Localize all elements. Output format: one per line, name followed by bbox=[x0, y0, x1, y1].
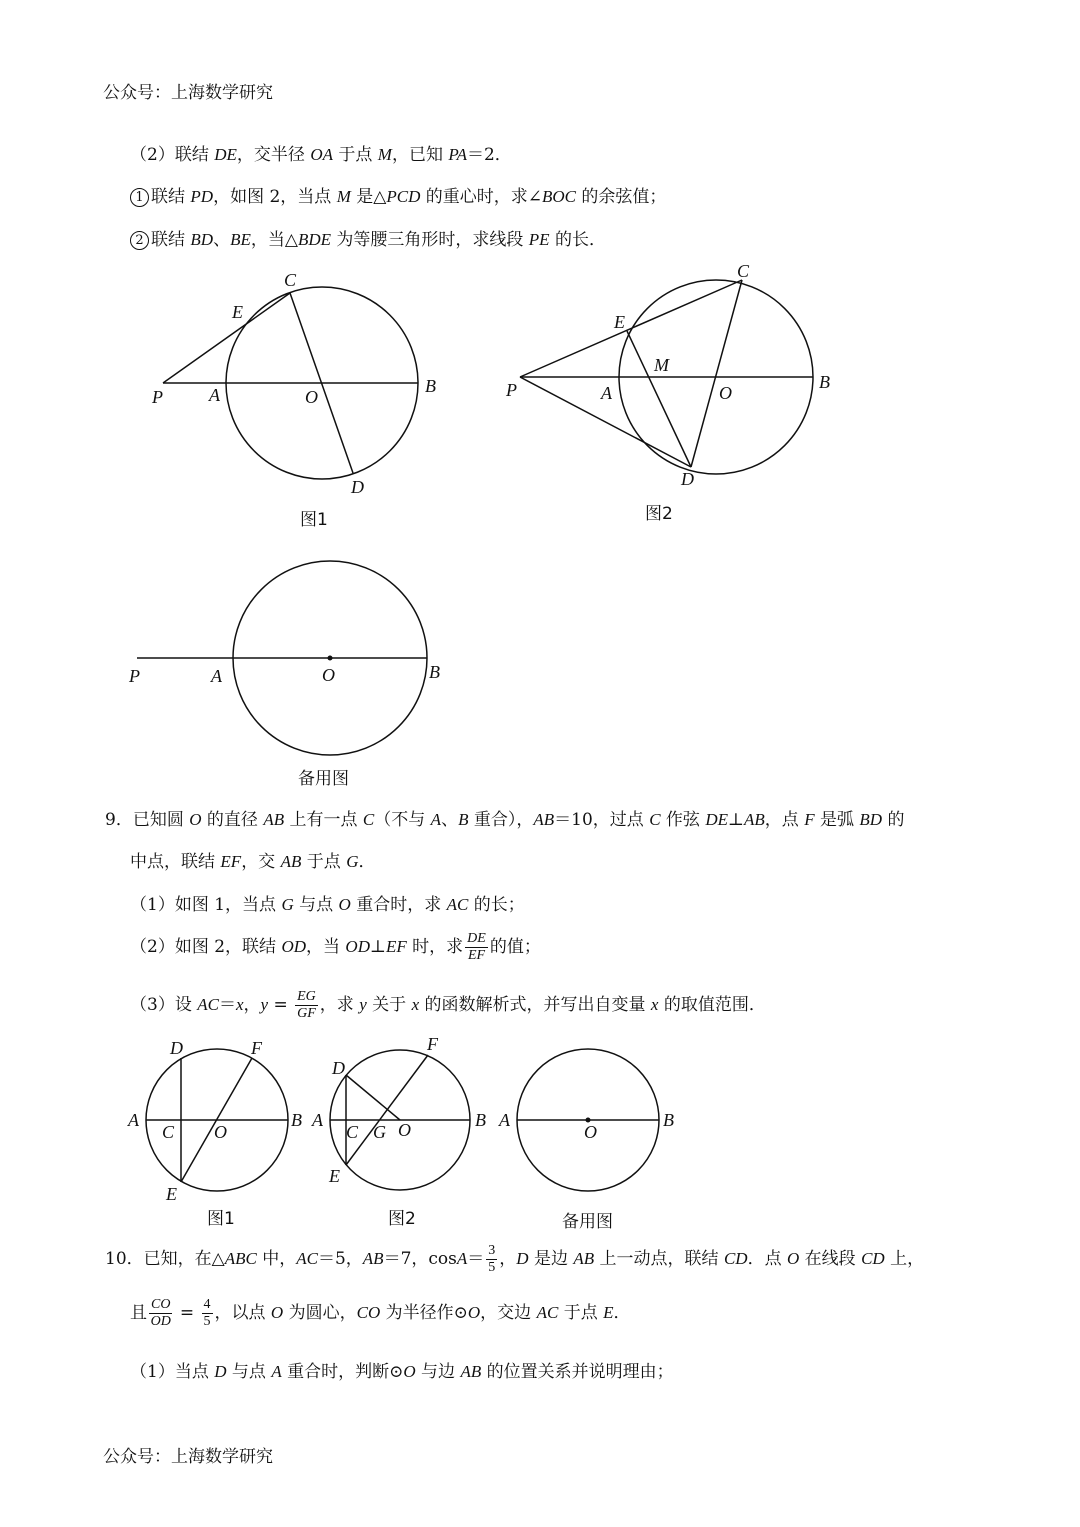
math-variable: D bbox=[214, 1362, 227, 1381]
math-variable: EF bbox=[385, 937, 407, 956]
q8-fig2-label-a: A bbox=[601, 383, 612, 403]
text-segment: 于点 bbox=[301, 852, 347, 872]
q9-fig1-label-d: D bbox=[170, 1038, 183, 1058]
math-variable: PE bbox=[528, 230, 550, 249]
text-segment: 的取值范围． bbox=[658, 995, 766, 1015]
math-variable: PA bbox=[448, 145, 467, 164]
q9-part2-text-b: 的值； bbox=[489, 937, 541, 957]
q8-fig1-label-b: B bbox=[425, 376, 436, 396]
q8-fig2-caption: 图2 bbox=[645, 504, 673, 524]
text-segment: 是△ bbox=[350, 187, 387, 207]
math-variable: BD bbox=[859, 810, 883, 829]
q9-part2 bbox=[130, 932, 541, 963]
text-segment: 的长； bbox=[468, 895, 525, 915]
math-variable: AB bbox=[263, 810, 285, 829]
q9-part3 bbox=[130, 990, 766, 1021]
text-segment: ，求 bbox=[319, 995, 360, 1015]
text-segment: 重合时，求 bbox=[350, 895, 447, 915]
text-segment: ．点 bbox=[747, 1249, 787, 1269]
math-variable: AB bbox=[573, 1249, 595, 1268]
math-variable: B bbox=[458, 810, 469, 829]
q10-line1 bbox=[105, 1244, 924, 1275]
q9-fig2-caption: 图2 bbox=[388, 1209, 416, 1229]
q9-fig1-caption: 图1 bbox=[207, 1209, 235, 1229]
text-segment: 于点 bbox=[332, 145, 378, 165]
math-variable: BDE bbox=[297, 230, 331, 249]
q9-fig2-label-e: E bbox=[329, 1166, 340, 1186]
math-variable: A bbox=[430, 810, 442, 829]
text-segment: 的余弦值； bbox=[576, 187, 667, 207]
q8-fig3-label-a: A bbox=[211, 666, 222, 686]
math-variable: AC bbox=[197, 995, 219, 1014]
q10-cos-frac-num: 3 bbox=[488, 1243, 496, 1258]
q8-sub2-text bbox=[151, 230, 606, 250]
math-variable: O bbox=[403, 1362, 416, 1381]
text-segment: 中点，联结 bbox=[130, 852, 221, 872]
text-segment: ， bbox=[243, 995, 261, 1015]
math-variable: CO bbox=[356, 1303, 381, 1322]
q9-fig3-label-b: B bbox=[663, 1110, 674, 1130]
text-segment: = bbox=[268, 995, 294, 1015]
math-variable: EF bbox=[220, 852, 242, 871]
math-variable: M bbox=[377, 145, 392, 164]
q9-fig3-caption: 备用图 bbox=[562, 1212, 613, 1232]
q9-part3-text-b bbox=[320, 995, 766, 1015]
q9-fig1-label-b: B bbox=[291, 1110, 302, 1130]
q10-line2-text-a: 且 bbox=[130, 1303, 147, 1323]
q9-fig1-label-a: A bbox=[128, 1110, 139, 1130]
math-variable: C bbox=[649, 810, 661, 829]
math-variable: DE bbox=[705, 810, 729, 829]
q8-fig3-label-b: B bbox=[429, 662, 440, 682]
q9-part3-text-a bbox=[130, 995, 293, 1015]
text-segment: ＝ bbox=[218, 995, 236, 1015]
q8-fig3-center-dot bbox=[328, 656, 333, 661]
q8-fig2-label-c: C bbox=[737, 261, 750, 281]
q9-fig3-label-o: O bbox=[584, 1122, 597, 1142]
text-segment: ． bbox=[613, 1303, 631, 1323]
math-variable: AC bbox=[536, 1303, 559, 1322]
math-variable: x bbox=[235, 995, 244, 1014]
q8-fig1-caption: 图1 bbox=[300, 510, 328, 530]
text-segment: 的函数解析式，并写出自变量 bbox=[419, 995, 651, 1015]
q10-line1-text-b bbox=[499, 1249, 924, 1269]
q8-fig3-label-o: O bbox=[322, 665, 335, 685]
q8-part2-intro bbox=[130, 140, 512, 165]
text-segment: 为圆心， bbox=[283, 1303, 357, 1323]
math-variable: ABC bbox=[224, 1249, 257, 1268]
text-segment: 是弧 bbox=[814, 810, 860, 830]
q9-fig2-label-g: G bbox=[373, 1122, 386, 1142]
text-segment: （2）如图 2，联结 bbox=[130, 937, 282, 957]
q9-line2 bbox=[130, 847, 375, 872]
q8-fig2-label-o: O bbox=[719, 383, 732, 403]
page-footer: 公众号：上海数学研究 bbox=[103, 1447, 273, 1467]
q9-figures bbox=[0, 1030, 720, 1240]
q10-cos-frac-den: 5 bbox=[488, 1260, 496, 1275]
math-variable: G bbox=[281, 895, 294, 914]
q8-figures-1-2 bbox=[0, 255, 1080, 545]
text-segment: 在线段 bbox=[799, 1249, 862, 1269]
q10-ratio2-den: 5 bbox=[203, 1314, 211, 1329]
q10-ratio-fraction-1 bbox=[149, 1298, 172, 1329]
text-segment: 为半径作⊙ bbox=[380, 1303, 468, 1323]
text-segment: ． bbox=[358, 852, 376, 872]
q10-ratio-fraction-2 bbox=[202, 1298, 213, 1329]
math-variable: AB bbox=[460, 1362, 482, 1381]
text-segment: ＝ bbox=[467, 1249, 485, 1269]
text-segment: 重合）， bbox=[468, 810, 534, 830]
text-segment: ，交 bbox=[241, 852, 281, 872]
q8-fig1-label-a: A bbox=[209, 385, 220, 405]
q8-fig2-line-pc bbox=[520, 280, 742, 377]
q10-ratio1-den: OD bbox=[150, 1314, 171, 1329]
q8-fig2-chord-ed bbox=[627, 331, 691, 467]
text-segment: 已知，在△ bbox=[143, 1249, 225, 1269]
q10-line2-eq: = bbox=[174, 1303, 200, 1323]
math-variable: CD bbox=[861, 1249, 885, 1268]
math-variable: AB bbox=[362, 1249, 384, 1268]
q9-fig1-label-e: E bbox=[166, 1184, 177, 1204]
q8-fig1-label-d: D bbox=[351, 477, 364, 497]
text-segment: ，交边 bbox=[480, 1303, 537, 1323]
text-segment: 与点 bbox=[293, 895, 339, 915]
q8-sub2 bbox=[130, 225, 606, 250]
text-segment: ，以点 bbox=[214, 1303, 271, 1323]
math-variable: y bbox=[260, 995, 269, 1014]
q9-part3-frac-num: EG bbox=[297, 989, 316, 1004]
math-variable: CD bbox=[723, 1249, 748, 1268]
q8-sub1 bbox=[130, 182, 666, 207]
math-variable: O bbox=[786, 1249, 800, 1268]
q8-spare-figure bbox=[0, 555, 480, 795]
text-segment: 、 bbox=[213, 230, 231, 250]
circled-number-2: 2 bbox=[130, 231, 149, 250]
q9-fig3-label-a: A bbox=[499, 1110, 510, 1130]
circled-number-1: 1 bbox=[130, 188, 149, 207]
text-segment: ，当 bbox=[306, 937, 346, 957]
text-segment: （1）当点 bbox=[130, 1362, 215, 1382]
q8-fig3-label-p: P bbox=[129, 666, 140, 686]
q9-fig2-label-o: O bbox=[398, 1120, 411, 1140]
math-variable: PD bbox=[190, 187, 214, 206]
q8-fig2-label-p: P bbox=[506, 380, 517, 400]
math-variable: G bbox=[346, 852, 359, 871]
text-segment: ＝10，过点 bbox=[554, 810, 650, 830]
text-segment: ，点 bbox=[764, 810, 805, 830]
q9-fig2-label-d: D bbox=[332, 1058, 345, 1078]
math-variable: BOC bbox=[542, 187, 577, 206]
math-variable: AC bbox=[296, 1249, 318, 1268]
q8-fig2-diameter-cd bbox=[691, 280, 742, 467]
text-segment: ，如图 2，当点 bbox=[213, 187, 337, 207]
math-variable: O bbox=[189, 810, 202, 829]
q8-fig2-label-m: M bbox=[654, 355, 669, 375]
text-segment: 与边 bbox=[415, 1362, 461, 1382]
q10-line1-text-a bbox=[144, 1249, 485, 1269]
q10-line2 bbox=[130, 1298, 631, 1329]
text-segment: ，当△ bbox=[250, 230, 298, 250]
math-variable: DE bbox=[214, 145, 237, 164]
text-segment: 的长． bbox=[549, 230, 606, 250]
math-variable: O bbox=[338, 895, 351, 914]
q9-part2-text-a bbox=[130, 937, 463, 957]
text-segment: （2）联结 bbox=[130, 145, 215, 165]
q9-part3-frac-den: GF bbox=[297, 1006, 316, 1021]
q8-fig3-caption: 备用图 bbox=[298, 769, 349, 789]
text-segment: ＝7，cos bbox=[383, 1249, 457, 1269]
text-segment: 于点 bbox=[558, 1303, 604, 1323]
text-segment: ，交半径 bbox=[236, 145, 311, 165]
q8-fig2-label-d: D bbox=[681, 469, 694, 489]
text-segment: 重合时，判断⊙ bbox=[281, 1362, 404, 1382]
q8-fig1-label-p: P bbox=[152, 387, 163, 407]
text-segment: 的直径 bbox=[201, 810, 264, 830]
page-header: 公众号：上海数学研究 bbox=[103, 83, 273, 103]
q8-fig1-label-e: E bbox=[232, 302, 243, 322]
math-variable: OD bbox=[281, 937, 307, 956]
q8-sub1-text bbox=[151, 187, 666, 207]
q10-ratio2-num: 4 bbox=[203, 1297, 211, 1312]
q10-line2-text-b bbox=[215, 1303, 631, 1323]
q9-part3-fraction bbox=[295, 990, 318, 1021]
text-segment: 上有一点 bbox=[284, 810, 363, 830]
q9-part2-fraction bbox=[465, 932, 488, 963]
q10-ratio1-num: CO bbox=[151, 1297, 171, 1312]
math-variable: OD bbox=[345, 937, 370, 956]
q8-fig1-label-c: C bbox=[284, 270, 297, 290]
math-variable: BE bbox=[230, 230, 251, 249]
text-segment: 的 bbox=[882, 810, 905, 830]
text-segment: 上， bbox=[884, 1249, 925, 1269]
text-segment: 已知圆 bbox=[132, 810, 190, 830]
q10-part1 bbox=[130, 1357, 674, 1382]
q9-part2-frac-num: DE bbox=[467, 931, 486, 946]
q9-part2-frac-den: EF bbox=[467, 948, 486, 963]
math-variable: x bbox=[650, 995, 659, 1014]
text-segment: ， bbox=[499, 1249, 517, 1269]
math-variable: AB bbox=[744, 810, 765, 829]
text-segment: 联结 bbox=[151, 187, 191, 207]
q9-fig2-line-ef bbox=[346, 1055, 428, 1165]
q9-line1 bbox=[105, 805, 904, 830]
q9-fig1-label-c: C bbox=[162, 1122, 175, 1142]
math-variable: F bbox=[804, 810, 815, 829]
q9-fig2-label-f: F bbox=[427, 1034, 438, 1054]
text-segment: （不与 bbox=[374, 810, 431, 830]
q8-fig1-label-o: O bbox=[305, 387, 318, 407]
text-segment: 的重心时，求∠ bbox=[420, 187, 543, 207]
q9-fig2-label-c: C bbox=[346, 1122, 359, 1142]
q9-line1-text bbox=[133, 810, 905, 830]
math-variable: A bbox=[271, 1362, 282, 1381]
q9-number: 9． bbox=[105, 810, 133, 830]
q10-cos-fraction bbox=[486, 1244, 497, 1275]
text-segment: ＝5， bbox=[317, 1249, 363, 1269]
text-segment: 联结 bbox=[151, 230, 191, 250]
text-segment: 上一动点，联结 bbox=[594, 1249, 724, 1269]
math-variable: OA bbox=[310, 145, 333, 164]
q8-fig2-label-e: E bbox=[614, 312, 625, 332]
math-variable: x bbox=[411, 995, 420, 1014]
text-segment: （3）设 bbox=[130, 995, 198, 1015]
text-segment: 关于 bbox=[366, 995, 412, 1015]
text-segment: 中， bbox=[256, 1249, 297, 1269]
text-segment: ，已知 bbox=[391, 145, 449, 165]
text-segment: ＝2． bbox=[466, 145, 512, 165]
math-variable: O bbox=[270, 1303, 284, 1322]
q9-fig2-radius-od bbox=[346, 1075, 400, 1120]
math-variable: M bbox=[336, 187, 351, 206]
text-segment: 作弦 bbox=[660, 810, 706, 830]
math-variable: E bbox=[603, 1303, 614, 1322]
q8-fig2-label-b: B bbox=[819, 372, 830, 392]
math-variable: A bbox=[456, 1249, 468, 1268]
math-variable: AB bbox=[280, 852, 302, 871]
text-segment: 时，求 bbox=[406, 937, 464, 957]
text-segment: 为等腰三角形时，求线段 bbox=[330, 230, 529, 250]
q9-fig1-label-o: O bbox=[214, 1122, 227, 1142]
text-segment: 是边 bbox=[528, 1249, 574, 1269]
math-variable: AB bbox=[533, 810, 555, 829]
math-variable: O bbox=[467, 1303, 481, 1322]
q10-number: 10． bbox=[105, 1249, 144, 1269]
q9-fig1-label-f: F bbox=[251, 1038, 262, 1058]
text-segment: 与点 bbox=[226, 1362, 272, 1382]
math-variable: D bbox=[516, 1249, 529, 1268]
math-variable: AC bbox=[446, 895, 469, 914]
math-variable: BD bbox=[190, 230, 214, 249]
text-segment: （1）如图 1，当点 bbox=[130, 895, 282, 915]
math-variable: C bbox=[362, 810, 375, 829]
text-segment: ⊥ bbox=[728, 810, 745, 830]
math-variable: y bbox=[359, 995, 367, 1014]
math-variable: PCD bbox=[386, 187, 421, 206]
text-segment: 、 bbox=[441, 810, 459, 830]
text-segment: 的位置关系并说明理由； bbox=[481, 1362, 674, 1382]
q9-fig2-label-a: A bbox=[312, 1110, 323, 1130]
q9-fig2-label-b: B bbox=[475, 1110, 486, 1130]
q9-part1 bbox=[130, 890, 525, 915]
text-segment: ⊥ bbox=[369, 937, 386, 957]
